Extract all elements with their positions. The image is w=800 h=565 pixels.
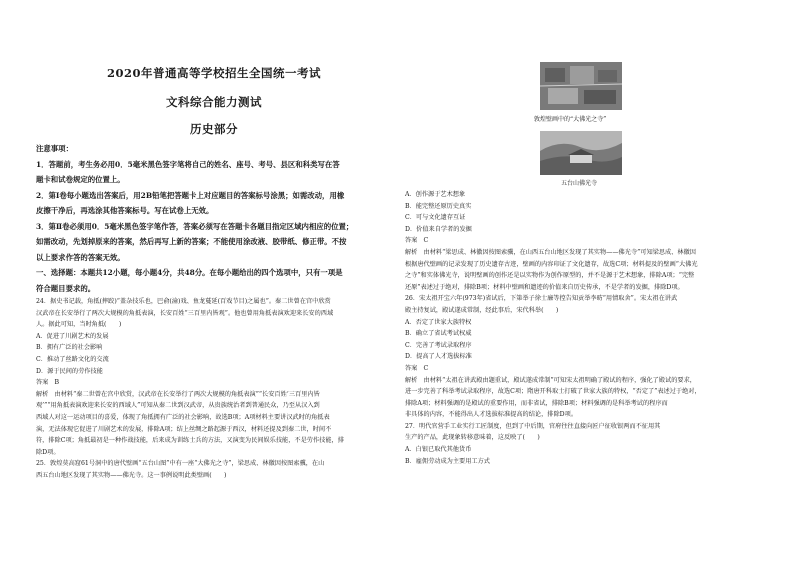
figure2-caption: 五台山佛光寺: [561, 180, 598, 187]
q25-option-b: B．能完整还原历史真实: [405, 202, 472, 210]
notice-line: 皮擦干净后，再选涂其他答案标号。写在试卷上无效。: [36, 206, 214, 215]
notice-line: 1．答题前，考生务必用0．5毫米黑色签字笔将自己的姓名、座号、考号、县区和科类写在答: [36, 159, 340, 169]
q25-analysis-line: 解析 由材料“梁思成、林徽因按图索骥，在山西五台山地区发现了其实物——佛光寺”可知梁思成、林徽因: [405, 248, 696, 256]
dunhuang-mural-image: [540, 62, 622, 110]
q25-analysis-line: 还原”表述过于绝对，排除B项；材料中壁画和遗迹的价值来自历史传承，不是学者的发掘，排除D项。: [405, 283, 684, 291]
q24-answer: 答案 B: [36, 379, 60, 387]
exam-title: 2020年普通高等学校招生全国统一考试: [106, 66, 321, 80]
q24-analysis-line: 演，无法体现它促进了川剧艺术的发展，排除A项；结上丝绸之路起源于西汉，材料还提及到秦二世，时间不: [36, 425, 332, 433]
q25-answer: 答案 C: [405, 237, 429, 245]
q24-option-c: C．推动了丝路文化的交流: [36, 355, 109, 363]
q24-analysis-line: 符，排除C项；角抵最初是一种作战技能，后来成为训练士兵的方法，又演变为民间娱乐技能，不是劳作技能，排: [36, 437, 344, 445]
section-title: 历史部分: [190, 122, 238, 136]
q27-option-b: B．雇佣劳动成为主要用工方式: [405, 457, 490, 465]
notice-line: 符合题目要求的。: [36, 283, 96, 293]
q26-option-c: C．完善了考试录取程序: [405, 341, 472, 349]
foguang-temple-image: [540, 131, 622, 175]
q24-analysis-line: 解析 由材料“秦二世曾在宫中欣赏，汉武帝在长安举行了两次大规模的角抵表演”“长安百姓‘三百里内皆: [36, 390, 320, 398]
q24-analysis-line: 观’”“用角抵表演欢迎来长安的西域人”可知从秦二世到汉武帝，从贵族统治者到普通民众，乃至从汉入到: [36, 402, 320, 410]
q25-stem-line: 西五台山地区发现了其实物——佛光寺。这一事例说明此类壁画( ): [36, 471, 227, 479]
right-column: [405, 189, 767, 467]
notice-line: 如需改动，先划掉原来的答案，然后再写上新的答案；不能使用涂改液、胶带纸、修正带。不按: [36, 237, 347, 246]
figure1-caption: 敦煌壁画中的“大佛光之寺”: [534, 116, 607, 123]
temple-illustration: [540, 131, 622, 175]
q24-stem-line: 24．据史书记载，角抵(摔跤)“盖杂技乐也，巴俞(渝)戏、鱼龙蔓延(百戏节目)之属也”。秦二世曾在宫中欣赏: [36, 298, 331, 305]
q24-stem-line: 人。据此可知，当时角抵( ): [36, 321, 122, 329]
q27-stem-line: 生产的产品，此现象转移意味着，这反映了( ): [405, 434, 540, 442]
notice-line: 以上要求作答的答案无效。: [36, 252, 125, 262]
q26-stem-line: 殿主持复试，殿试遂成常制，经此事后，宋代科举( ): [405, 306, 559, 314]
q26-answer: 答案 C: [405, 364, 429, 372]
q25-option-d: D．价值来自学者的发掘: [405, 225, 472, 233]
q25-option-a: A．创作源于艺术想象: [405, 191, 466, 198]
q26-stem-line: 26．宋太祖开宝六年(973年)省试后，下第举子徐士廉等控告知贡举李昉“用情取舍”。宋太祖在讲武: [405, 295, 678, 303]
q24-analysis-line: 除D项。: [36, 448, 60, 456]
question-24: [36, 296, 392, 482]
q25-analysis-line: 之寺”和实体佛光寺，说明壁画的创作还是以实物作为创作原型的，并不是源于艺术想象，排除A项；“完整: [405, 272, 695, 280]
q25-stem-line: 25．敦煌莫高窟61号洞中的唐代壁画“五台山图”中有一座“大佛光之寺”，梁思成、林徽因按图索骥，在山: [36, 460, 325, 468]
q25-option-c: C．可与文化遗存互证: [405, 214, 466, 222]
q26-option-a: A．否定了世家大族特权: [405, 318, 472, 326]
notice-heading: 注意事项：: [36, 144, 73, 153]
q24-stem-line: 汉武帝在长安举行了两次大规模的角抵表演，长安百姓“三百里内皆观”。他也曾用角抵表演欢迎来长安的西域: [36, 309, 334, 317]
q26-analysis-line: 解析 由材料“太祖在讲武殿由题重试，殿试遂成常制”可知宋太祖明确了殿试的程序，强化了殿试的要求，: [405, 376, 696, 384]
notice-line: 3．第Ⅱ卷必须用0．5毫米黑色签字笔作答，答案必须写在答题卡各题目指定区域内相应的位置；: [36, 221, 354, 231]
mural-illustration: [540, 62, 622, 110]
q24-analysis-line: 西域人对这一运动项目的喜爱，体现了角抵拥有广泛的社会影响，故选B项；A项材料主要讲汉武时的角抵表: [36, 413, 330, 421]
q27-stem-line: 27．明代官营手工业实行工匠制度，但到了中后期，官府往往直接向匠户征收银两而不征用其: [405, 422, 661, 430]
q26-option-d: D．提高了人才选拔标准: [405, 353, 472, 361]
q26-analysis-line: 进一步完善了科举考试录取程序，故选C项；隋唐开科取士打破了世家大族的特权，“否定了”表述过于绝对，: [405, 388, 701, 396]
q25-analysis-line: 根据唐代壁画的记录发现了历史遗存古迹，壁画的内容印证了文化遗存，故选C项；材料提及的壁画“大佛光: [405, 260, 698, 268]
q26-analysis-line: 排除A项；材料强调的是殿试的重要作用，而非省试，排除B项；材料强调的是科举考试的程序而: [405, 399, 668, 407]
notice-line: 一、选择题：本题共12小题，每小题4分，共48分。在每小题给出的四个选项中，只有一项是: [36, 268, 343, 277]
q27-option-a: A．白银已取代其他货币: [405, 446, 472, 454]
q24-option-a: A．促进了川剧艺术的发展: [36, 332, 109, 340]
notice-line: 题卡和试卷规定的位置上。: [36, 175, 125, 184]
notice-line: 2．第Ⅰ卷每小题选出答案后，用2B铅笔把答题卡上对应题目的答案标号涂黑；如需改动，用橡: [36, 190, 345, 200]
notice-block: [36, 141, 392, 296]
q24-option-d: D．源于民间的劳作技能: [36, 367, 103, 375]
q26-option-b: B．确立了省试考试权威: [405, 330, 472, 338]
q24-option-b: B．拥有广泛的社会影响: [36, 344, 103, 352]
q26-analysis-line: 非具体的内容，不能得出人才选拔标准提高的结论，排除D项。: [405, 411, 578, 419]
exam-subtitle: 文科综合能力测试: [166, 95, 262, 109]
